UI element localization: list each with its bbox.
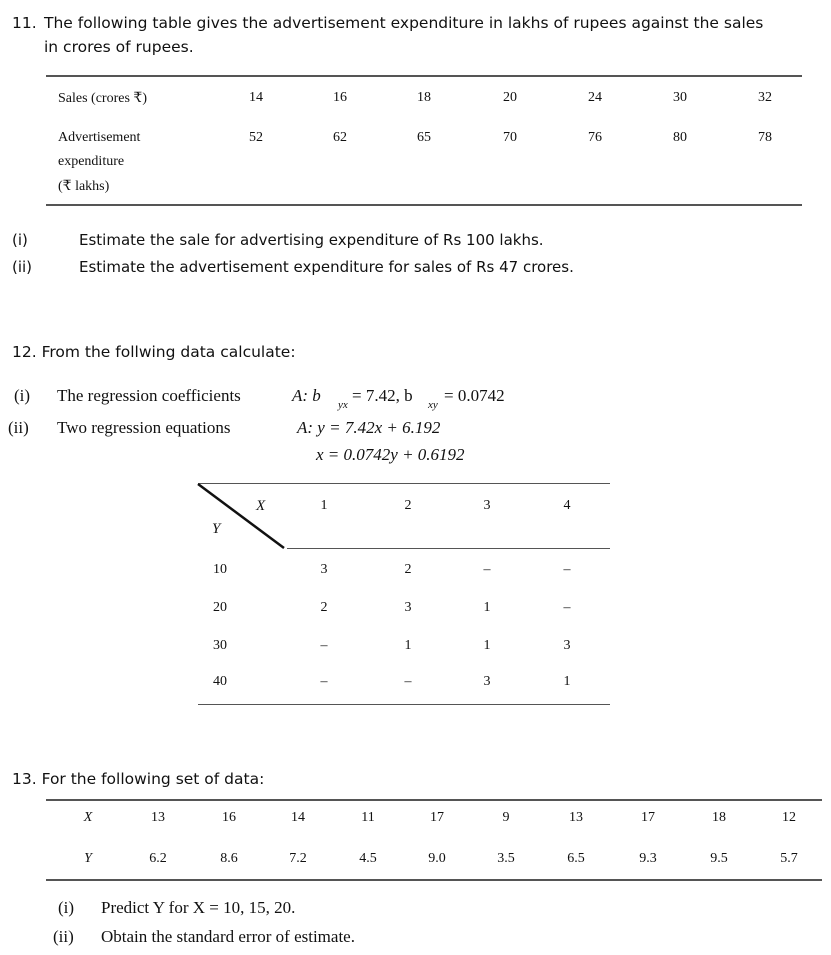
q12-x-value: 4 — [563, 498, 571, 513]
q13-x-cell: 13 — [569, 810, 583, 825]
q13-y-cell: 8.6 — [220, 851, 238, 866]
q12-table-cell: 3 — [483, 674, 491, 689]
q12-table-cell: – — [320, 638, 328, 653]
q11-adv-cell: 76 — [588, 130, 602, 145]
q13-y-cell: 6.2 — [149, 851, 167, 866]
q13-x-cell: 13 — [151, 810, 165, 825]
q13-x-cell: 9 — [502, 810, 510, 825]
q11-sales-cell: 24 — [588, 90, 602, 105]
q12-table-cell: 1 — [404, 638, 412, 653]
q11-sales-cell: 14 — [249, 90, 263, 105]
q12-y-value: 40 — [213, 674, 227, 689]
q12-part1-subscript: xy — [428, 399, 438, 411]
q11-row2-label-line2: expenditure — [58, 154, 125, 169]
q13-title: 13. For the following set of data: — [12, 770, 265, 788]
q13-x-cell: 16 — [222, 810, 236, 825]
q12-part1-text: The regression coefficients — [57, 386, 241, 405]
q13-x-cell: 12 — [782, 810, 796, 825]
q12-x-value: 1 — [320, 498, 328, 513]
q11-table-top-rule — [46, 75, 802, 77]
q13-x-cell: 17 — [430, 810, 444, 825]
q12-title: 12. From the follwing data calculate: — [12, 343, 296, 361]
q12-x-label: X — [256, 498, 266, 514]
q12-y-value: 10 — [213, 562, 227, 577]
q13-y-label: Y — [84, 851, 92, 866]
q11-part-number: (i) — [12, 231, 28, 249]
q12-y-label: Y — [212, 521, 221, 537]
q11-text-line2: in crores of rupees. — [44, 38, 194, 56]
q12-part2-text: Two regression equations — [57, 418, 231, 437]
q12-table-bottom-rule — [198, 704, 610, 705]
q11-adv-cell: 80 — [673, 130, 687, 145]
q13-x-cell: 14 — [291, 810, 305, 825]
q13-part-text: Obtain the standard error of estimate. — [101, 927, 355, 946]
q13-part-number: (i) — [58, 898, 75, 917]
q12-part1-subscript: yx — [338, 399, 348, 411]
q13-part-number: (ii) — [53, 927, 74, 946]
q12-part1-value: = 7.42, b — [352, 386, 413, 405]
q13-y-cell: 9.0 — [428, 851, 446, 866]
q12-part-number: (i) — [14, 386, 31, 405]
q12-table-cell: 3 — [563, 638, 571, 653]
q11-adv-cell: 78 — [758, 130, 772, 145]
q12-table-cell: – — [320, 674, 328, 689]
q12-y-value: 20 — [213, 600, 227, 615]
q13-y-cell: 5.7 — [780, 851, 798, 866]
q13-y-cell: 9.3 — [639, 851, 657, 866]
q12-table-cell: 2 — [320, 600, 328, 615]
q12-x-value: 2 — [404, 498, 412, 513]
q12-table-cell: 3 — [320, 562, 328, 577]
q13-x-cell: 11 — [361, 810, 375, 825]
q11-row1-label: Sales (crores ₹) — [58, 91, 147, 106]
q11-sales-cell: 16 — [333, 90, 347, 105]
q12-regression-eq1: A: y = 7.42x + 6.192 — [297, 418, 441, 437]
q12-table-cell: – — [563, 600, 571, 615]
q11-sales-cell: 32 — [758, 90, 772, 105]
q11-adv-cell: 65 — [417, 130, 431, 145]
q13-y-cell: 3.5 — [497, 851, 515, 866]
q11-sales-cell: 18 — [417, 90, 431, 105]
q11-row2-label-line1: Advertisement — [58, 130, 141, 145]
q12-table-cell: 1 — [563, 674, 571, 689]
q12-part1-value: = 0.0742 — [444, 386, 505, 405]
q12-table-cell: 3 — [404, 600, 412, 615]
q13-x-cell: 17 — [641, 810, 655, 825]
q11-number: 11. — [12, 14, 37, 32]
q13-y-cell: 7.2 — [289, 851, 307, 866]
q12-table-cell: – — [404, 674, 412, 689]
q11-part-text: Estimate the sale for advertising expenditure of Rs 100 lakhs. — [79, 231, 544, 249]
q11-text-line1: The following table gives the advertisement expenditure in lakhs of rupees against the sales — [44, 14, 764, 32]
q13-part-text: Predict Y for X = 10, 15, 20. — [101, 898, 296, 917]
q11-part-text: Estimate the advertisement expenditure for sales of Rs 47 crores. — [79, 258, 574, 276]
q11-adv-cell: 70 — [503, 130, 517, 145]
q12-x-value: 3 — [483, 498, 491, 513]
q11-adv-cell: 62 — [333, 130, 347, 145]
q12-y-value: 30 — [213, 638, 227, 653]
q12-regression-eq2: x = 0.0742y + 0.6192 — [316, 445, 465, 464]
q11-sales-cell: 20 — [503, 90, 517, 105]
q11-sales-cell: 30 — [673, 90, 687, 105]
q11-adv-cell: 52 — [249, 130, 263, 145]
q12-table-cell: 2 — [404, 562, 412, 577]
q11-table-bottom-rule — [46, 204, 802, 206]
q13-y-cell: 9.5 — [710, 851, 728, 866]
q13-table-bottom-rule — [46, 879, 822, 881]
q12-table-cell: 1 — [483, 638, 491, 653]
q11-row2-label-line3: (₹ lakhs) — [58, 179, 110, 194]
q12-table-cell: 1 — [483, 600, 491, 615]
q12-table-cell: – — [483, 562, 491, 577]
q13-y-cell: 6.5 — [567, 851, 585, 866]
q12-table-diagonal — [196, 482, 288, 550]
q12-part1-answer: A: b — [292, 386, 321, 405]
q13-table-top-rule — [46, 799, 822, 801]
q11-part-number: (ii) — [12, 258, 33, 276]
q13-x-cell: 18 — [712, 810, 726, 825]
q13-y-cell: 4.5 — [359, 851, 377, 866]
q12-part-number: (ii) — [8, 418, 29, 437]
q12-table-cell: – — [563, 562, 571, 577]
q13-x-label: X — [83, 810, 93, 825]
q12-table-header-rule — [287, 548, 610, 549]
